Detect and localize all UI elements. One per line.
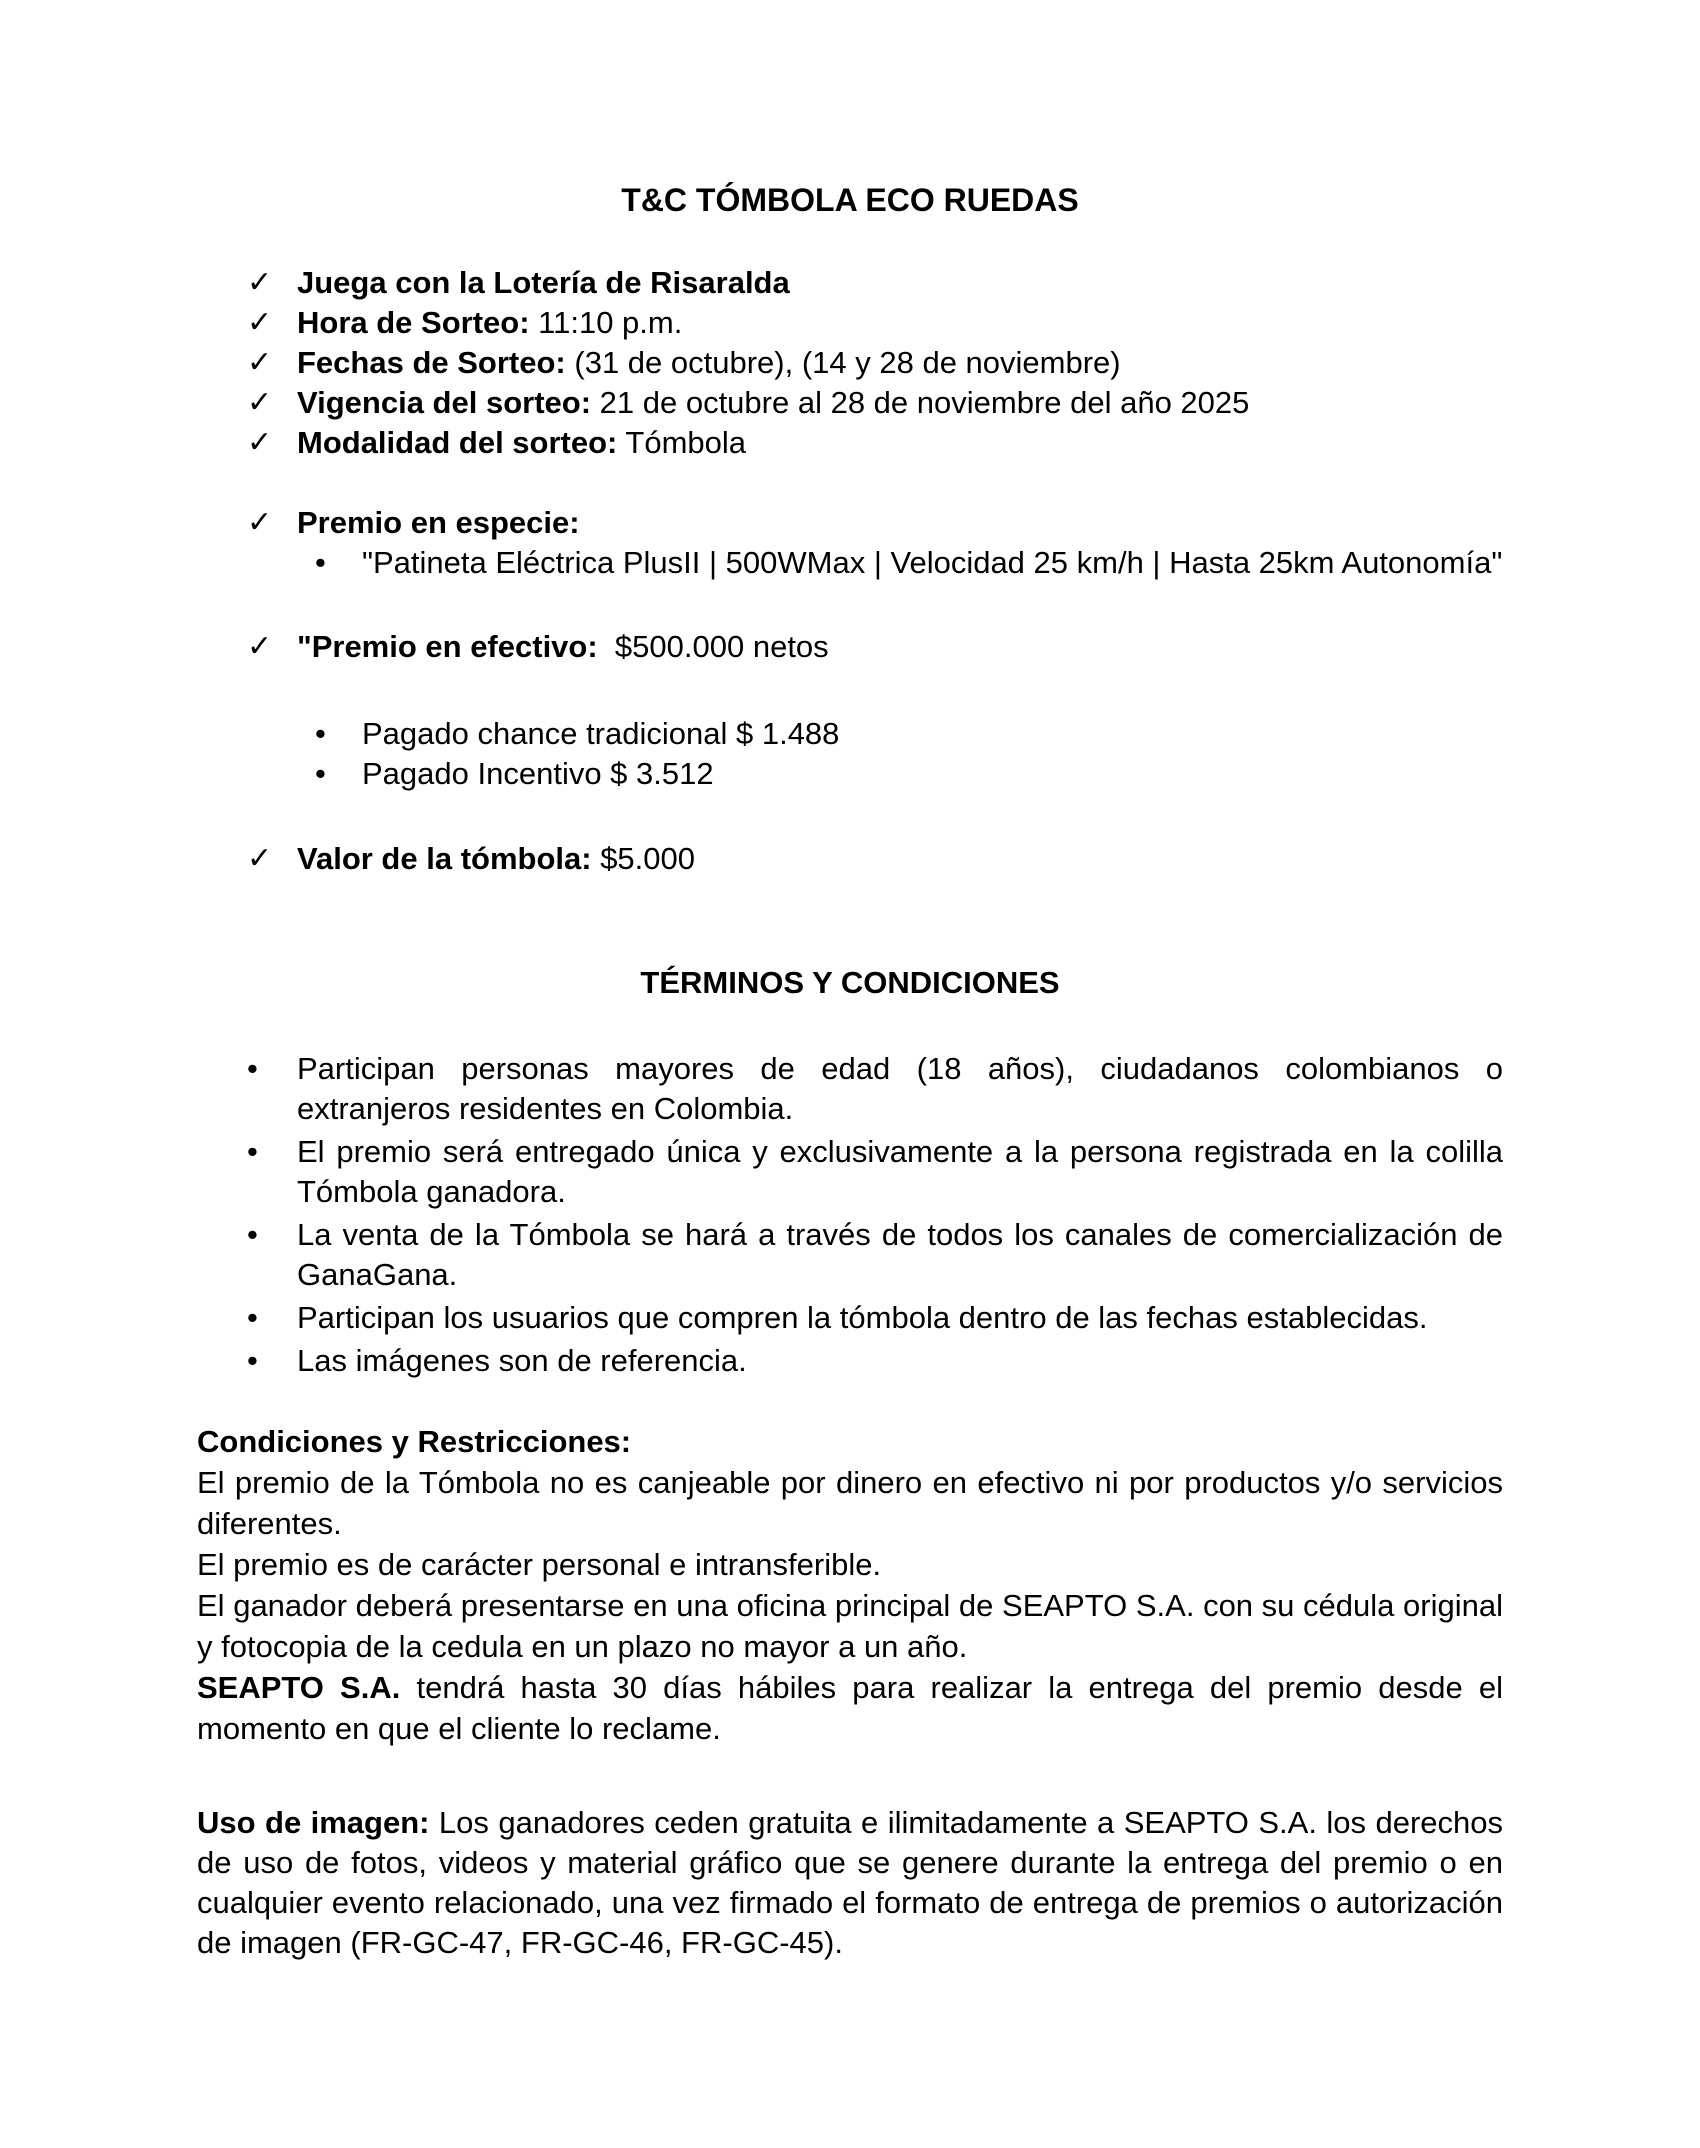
checklist-item-juega xyxy=(197,263,1503,303)
pagado-item-text: Pagado Incentivo $ 3.512 xyxy=(362,756,714,791)
bullet-icon: • xyxy=(315,545,326,580)
premio-especie-item-text: "Patineta Eléctrica PlusII | 500WMax | Velocidad 25 km/h | Hasta 25km Autonomía" xyxy=(362,545,1503,580)
bullet-icon: • xyxy=(247,1051,258,1086)
bullet-icon: • xyxy=(315,716,326,751)
condiciones-paragraph-rest: tendrá hasta 30 días hábiles para realizar la entrega del premio desde el momento en que el cliente lo reclame. xyxy=(197,1670,1504,1746)
terminos-item-text: Participan personas mayores de edad (18 años), ciudadanos colombianos o extranjeros residentes en Colombia. xyxy=(297,1051,1503,1126)
checklist xyxy=(197,263,1503,463)
premio-efectivo-heading xyxy=(197,627,1503,667)
pagado-item-tradicional xyxy=(197,714,1503,754)
premio-especie-section xyxy=(197,503,1503,583)
checklist-item-modalidad xyxy=(197,423,1503,463)
condiciones-heading: Condiciones y Restricciones: xyxy=(197,1424,632,1459)
checklist-item-vigencia xyxy=(197,383,1503,423)
premio-especie-label: Premio en especie: xyxy=(297,505,580,540)
pagado-list xyxy=(197,714,1503,794)
condiciones-paragraph: El ganador deberá presentarse en una oficina principal de SEAPTO S.A. con su cédula original y fotocopia de la cedula en un plazo no mayor a un año. xyxy=(197,1588,1503,1664)
condiciones-paragraph: El premio es de carácter personal e intransferible. xyxy=(197,1547,882,1582)
checklist-item-value: 21 de octubre al 28 de noviembre del año 2025 xyxy=(599,385,1250,420)
terminos-item xyxy=(197,1215,1503,1295)
premio-especie-heading xyxy=(197,503,1503,543)
uso-imagen-label: Uso de imagen: xyxy=(197,1805,430,1840)
check-icon: ✓ xyxy=(247,346,273,379)
checklist-item-label: Hora de Sorteo: xyxy=(297,305,530,340)
pagado-item-incentivo xyxy=(197,754,1503,794)
condiciones-paragraph: El premio de la Tómbola no es canjeable por dinero en efectivo ni por productos y/o servicios diferentes. xyxy=(197,1465,1503,1541)
condiciones-paragraph xyxy=(197,1667,1503,1749)
checklist-item-value: Tómbola xyxy=(625,425,747,460)
bullet-icon: • xyxy=(247,1134,258,1169)
check-icon: ✓ xyxy=(247,386,273,419)
terminos-item xyxy=(197,1341,1503,1381)
check-icon: ✓ xyxy=(247,842,273,875)
seapto-bold: SEAPTO S.A. xyxy=(197,1670,401,1705)
premio-especie-item xyxy=(197,543,1503,583)
bullet-icon: • xyxy=(247,1300,258,1335)
premio-efectivo-value: $500.000 netos xyxy=(606,629,829,664)
valor-tombola-value: $5.000 xyxy=(600,841,696,876)
bullet-icon: • xyxy=(247,1343,258,1378)
document-title: T&C TÓMBOLA ECO RUEDAS xyxy=(621,182,1079,218)
uso-imagen-section xyxy=(197,1803,1503,1963)
check-icon: ✓ xyxy=(247,506,273,539)
checklist-item-fechas xyxy=(197,343,1503,383)
check-icon: ✓ xyxy=(247,306,273,339)
checklist-item-value: (31 de octubre), (14 y 28 de noviembre) xyxy=(574,345,1121,380)
uso-imagen-paragraph xyxy=(197,1803,1503,1963)
pagado-item-text: Pagado chance tradicional $ 1.488 xyxy=(362,716,840,751)
checklist-item-label: Vigencia del sorteo: xyxy=(297,385,592,420)
checklist-item-hora xyxy=(197,303,1503,343)
check-icon: ✓ xyxy=(247,266,273,299)
terminos-item-text: El premio será entregado única y exclusivamente a la persona registrada en la colilla Tómbola ganadora. xyxy=(297,1134,1503,1209)
checklist-item-label: Fechas de Sorteo: xyxy=(297,345,566,380)
terminos-item-text: La venta de la Tómbola se hará a través de todos los canales de comercialización de GanaGana. xyxy=(297,1217,1503,1292)
checklist-item-value: 11:10 p.m. xyxy=(538,305,683,340)
condiciones-section xyxy=(197,1421,1503,1749)
checklist-item-label: Juega con la Lotería de Risaralda xyxy=(297,265,790,300)
checklist-item-label: Modalidad del sorteo: xyxy=(297,425,618,460)
uso-imagen-text: Los ganadores ceden gratuita e ilimitadamente a SEAPTO S.A. los derechos de uso de fotos, videos y material gráfico que se genere durante la entrega del premio o en cualquier evento relacionado, una vez firmado el formato de entrega de premios o autorización de imagen (FR-GC-47, FR-GC-46, FR-GC-45). xyxy=(197,1805,1503,1960)
terminos-item-text: Las imágenes son de referencia. xyxy=(297,1343,747,1378)
premio-efectivo-label: "Premio en efectivo: xyxy=(297,629,598,664)
valor-tombola-label: Valor de la tómbola: xyxy=(297,841,592,876)
terminos-item-text: Participan los usuarios que compren la tómbola dentro de las fechas establecidas. xyxy=(297,1300,1428,1335)
bullet-icon: • xyxy=(247,1217,258,1252)
check-icon: ✓ xyxy=(247,426,273,459)
check-icon: ✓ xyxy=(247,630,273,663)
terminos-title: TÉRMINOS Y CONDICIONES xyxy=(640,965,1060,1000)
terminos-item xyxy=(197,1132,1503,1212)
valor-tombola-row xyxy=(197,839,1503,879)
terminos-item xyxy=(197,1049,1503,1129)
document-page xyxy=(0,180,1700,2148)
terminos-list xyxy=(197,1049,1503,1381)
terminos-item xyxy=(197,1298,1503,1338)
bullet-icon: • xyxy=(315,756,326,791)
